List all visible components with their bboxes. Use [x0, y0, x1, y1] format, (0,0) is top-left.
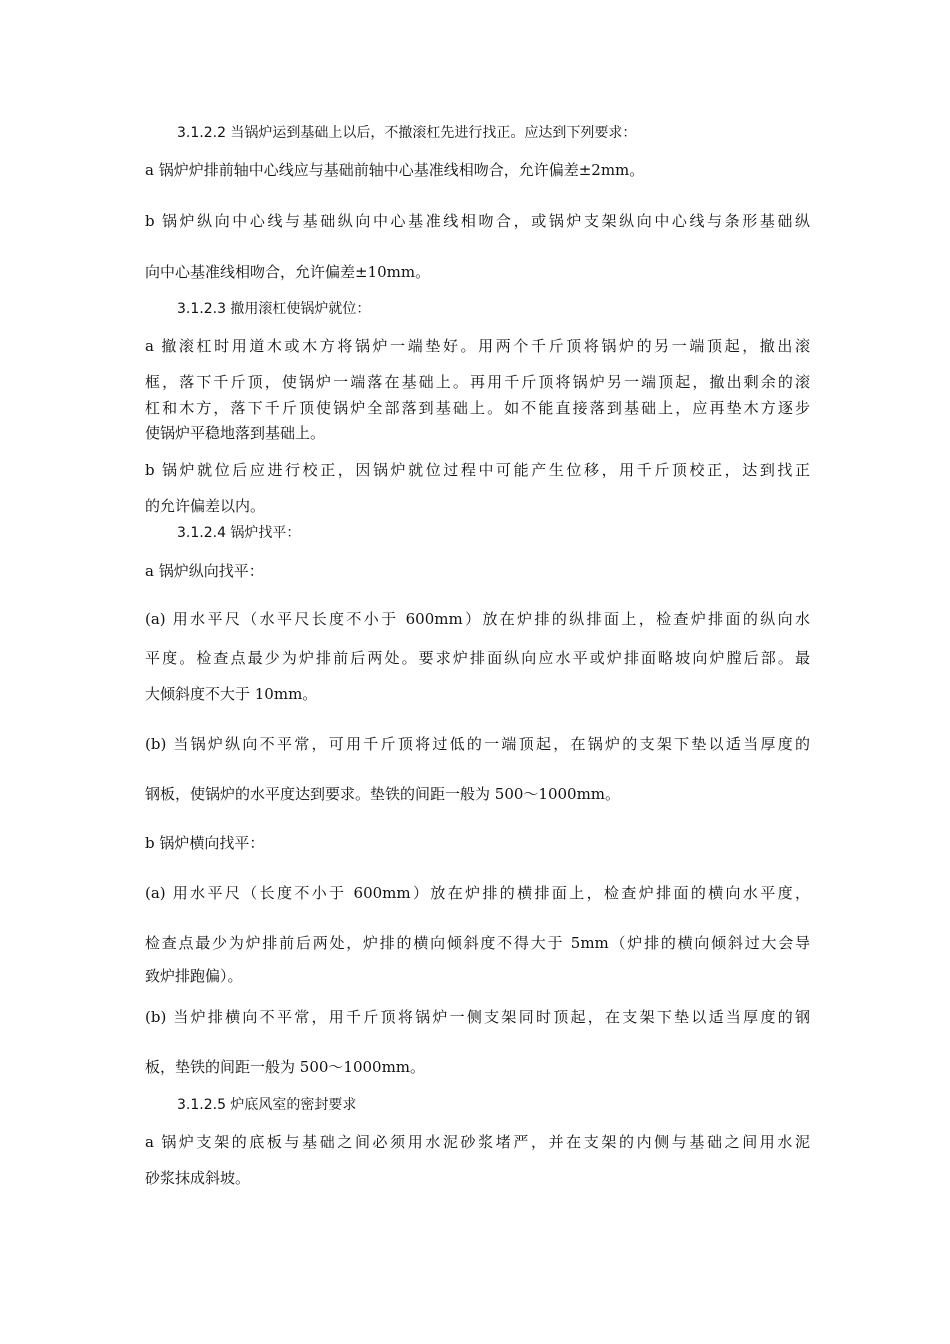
paragraph-line: 杠和木方，落下千斤顶使锅炉全部落到基础上。如不能直接落到基础上，应再垫木方逐步: [145, 399, 810, 417]
paragraph-line: 致炉排跑偏）。: [145, 967, 243, 985]
section-heading: 3.1.2.4 锅炉找平：: [177, 525, 301, 541]
paragraph-line: a 锅炉支架的底板与基础之间必须用水泥砂浆堵严，并在支架的内侧与基础之间用水泥: [145, 1133, 810, 1151]
paragraph-line: (a) 用水平尺（水平尺长度不小于 600mm）放在炉排的纵排面上，检查炉排面的纵向水: [145, 610, 810, 628]
paragraph-line: 钢板，使锅炉的水平度达到要求。垫铁的间距一般为 500～1000mm。: [145, 785, 621, 803]
paragraph-line: (a) 用水平尺（长度不小于 600mm）放在炉排的横排面上，检查炉排面的横向水平度，: [145, 884, 810, 902]
paragraph-line: b 锅炉就位后应进行校正，因锅炉就位过程中可能产生位移，用千斤顶校正，达到找正: [145, 461, 810, 479]
paragraph-line: 平度。检查点最少为炉排前后两处。要求炉排面纵向应水平或炉排面略坡向炉膛后部。最: [145, 649, 810, 667]
paragraph-line: (b) 当锅炉纵向不平常，可用千斤顶将过低的一端顶起，在锅炉的支架下垫以适当厚度的: [145, 735, 810, 753]
paragraph-line: 检查点最少为炉排前后两处，炉排的横向倾斜度不得大于 5mm（炉排的横向倾斜过大会导: [145, 934, 810, 952]
paragraph-line: 砂浆抹成斜坡。: [145, 1169, 251, 1187]
paragraph-line: b 锅炉纵向中心线与基础纵向中心基准线相吻合，或锅炉支架纵向中心线与条形基础纵: [145, 212, 810, 230]
paragraph-line: 框，落下千斤顶，使锅炉一端落在基础上。再用千斤顶将锅炉另一端顶起，撤出剩余的滚: [145, 373, 810, 391]
paragraph-line: a 锅炉炉排前轴中心线应与基础前轴中心基准线相吻合，允许偏差±2mm。: [145, 161, 645, 179]
paragraph-line: 板，垫铁的间距一般为 500～1000mm。: [145, 1058, 426, 1076]
paragraph-line: a 撤滚杠时用道木或木方将锅炉一端垫好。用两个千斤顶将锅炉的另一端顶起，撤出滚: [145, 337, 810, 355]
section-heading: 3.1.2.3 撤用滚杠使锅炉就位：: [177, 301, 371, 317]
section-heading: 3.1.2.2 当锅炉运到基础上以后，不撤滚杠先进行找正。应达到下列要求：: [177, 125, 637, 141]
section-heading: 3.1.2.5 炉底风室的密封要求: [177, 1097, 357, 1113]
paragraph-line: (b) 当炉排横向不平常，用千斤顶将锅炉一侧支架同时顶起，在支架下垫以适当厚度的钢: [145, 1008, 810, 1026]
paragraph-line: 向中心基准线相吻合，允许偏差±10mm。: [145, 263, 431, 281]
paragraph-line: 大倾斜度不大于 10mm。: [145, 685, 318, 703]
paragraph-line: a 锅炉纵向找平：: [145, 562, 264, 580]
paragraph-line: 使锅炉平稳地落到基础上。: [145, 424, 326, 442]
paragraph-line: 的允许偏差以内。: [145, 497, 266, 515]
paragraph-line: b 锅炉横向找平：: [145, 834, 265, 852]
